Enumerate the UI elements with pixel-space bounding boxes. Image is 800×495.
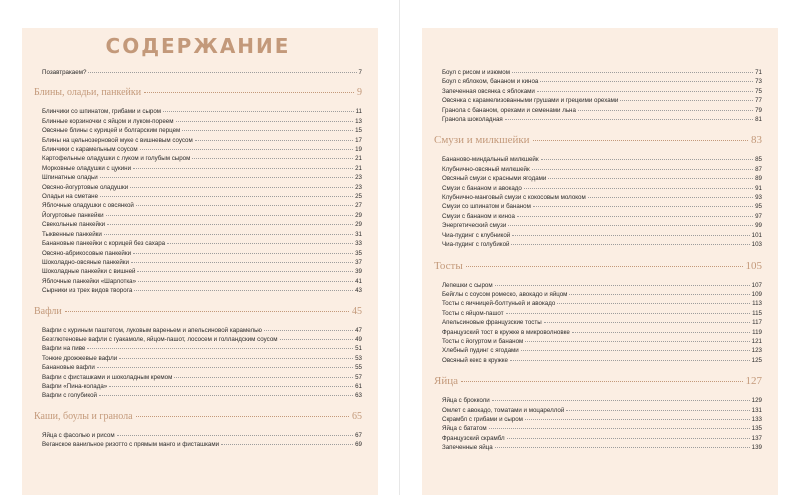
dot-leader: [133, 163, 353, 169]
dot-leader: [517, 211, 753, 217]
entry-page-number: 91: [755, 184, 762, 192]
dot-leader: [578, 105, 753, 111]
entry-title: Скрамбл с грибами и сыром: [442, 415, 523, 423]
entry-page-number: 25: [355, 193, 362, 201]
dot-leader: [109, 381, 353, 387]
dot-leader: [495, 280, 750, 286]
entry-title: Морковные оладушки с цукини: [42, 164, 132, 172]
entry-title: Яблочные оладушки с овсянкой: [42, 202, 134, 210]
dot-leader: [133, 248, 353, 254]
entry-title: Боул с рисом и изюмом: [442, 69, 510, 76]
dot-leader: [466, 260, 743, 267]
section-heading[interactable]: [434, 260, 762, 272]
entry-title: Чиа-пудинг с клубникой: [442, 231, 511, 239]
right-toc-list: [434, 68, 762, 453]
dot-leader: [97, 362, 353, 368]
section-page-number: 45: [352, 305, 362, 317]
entry-title: Тосты с яичницей-болтуньей и авокадо: [442, 300, 556, 308]
toc-entry[interactable]: [34, 440, 362, 449]
entry-page-number: 135: [751, 425, 762, 433]
entry-title: Яйца с бататом: [442, 425, 487, 433]
entry-page-number: 7: [358, 69, 362, 76]
entry-title: Овсяный кекс в кружке: [442, 356, 508, 364]
dot-leader: [104, 229, 353, 235]
dot-leader: [569, 289, 749, 295]
section-title: Каши, боулы и гранола: [34, 410, 133, 422]
entry-title: Блинчики со шпинатом, грибами и сыром: [42, 108, 162, 116]
entry-page-number: 99: [755, 222, 762, 230]
entry-title: Клубнично-овсяный милкшейк: [442, 165, 530, 173]
section-heading[interactable]: [34, 87, 362, 98]
entry-page-number: 55: [355, 364, 362, 372]
entry-title: Вафли с фисташками и шоколадным кремом: [42, 373, 173, 381]
dot-leader: [138, 276, 353, 282]
dot-leader: [65, 305, 349, 312]
entry-page-number: 73: [755, 78, 762, 86]
dot-leader: [540, 76, 753, 82]
dot-leader: [88, 67, 356, 73]
entry-page-number: 15: [355, 127, 362, 135]
section-title: Вафли: [34, 305, 62, 317]
entry-page-number: 63: [355, 392, 362, 400]
entry-page-number: 51: [355, 345, 362, 353]
entry-page-number: 43: [355, 287, 362, 295]
entry-page-number: 133: [751, 415, 762, 423]
entry-title: Шоколадно-овсяные панкейки: [42, 258, 129, 266]
dot-leader: [505, 114, 753, 120]
dot-leader: [508, 220, 753, 226]
dot-leader: [521, 345, 750, 351]
toc-entry[interactable]: [434, 443, 762, 452]
entry-page-number: 109: [751, 290, 762, 298]
dot-leader: [192, 153, 353, 159]
entry-page-number: 71: [755, 69, 762, 76]
dot-leader: [107, 219, 353, 225]
entry-page-number: 13: [355, 117, 362, 125]
entry-title: Веганское ванильное ризотто с прямым манго и фисташками: [42, 441, 220, 449]
section-page-number: 83: [751, 134, 762, 147]
entry-title: Смузи со шпинатом и бананом: [442, 203, 531, 211]
dot-leader: [140, 144, 354, 150]
entry-title: Вафли с куриным паштетом, луковым вареньем и апельсиновой карамелью: [42, 326, 262, 334]
entry-page-number: 79: [755, 106, 762, 114]
entry-page-number: 21: [355, 155, 362, 163]
section-title: Тосты: [434, 259, 463, 272]
dot-leader: [507, 433, 750, 439]
entry-page-number: 27: [355, 202, 362, 210]
dot-leader: [221, 439, 353, 445]
entry-title: Яйца с брокколи: [442, 397, 490, 405]
entry-page-number: 29: [355, 221, 362, 229]
dot-leader: [195, 135, 353, 141]
entry-title: Чиа-пудинг с голубикой: [442, 241, 510, 249]
toc-entry[interactable]: [34, 286, 362, 295]
toc-entry[interactable]: [434, 356, 762, 365]
entry-page-number: 39: [355, 268, 362, 276]
entry-title: Смузи с бананом и киноа: [442, 212, 515, 220]
entry-title: Энергетический смузи: [442, 222, 507, 230]
entry-page-number: 11: [355, 108, 362, 116]
entry-page-number: 139: [751, 444, 762, 452]
entry-page-number: 57: [355, 373, 362, 381]
entry-title: Вафли с голубикой: [42, 392, 97, 400]
entry-title: Яйца с фасолью и рисом: [42, 431, 115, 439]
entry-page-number: 67: [355, 431, 362, 439]
dot-leader: [541, 154, 754, 160]
entry-page-number: 37: [355, 258, 362, 266]
dot-leader: [134, 285, 353, 291]
section-heading[interactable]: [434, 375, 762, 387]
entry-title: Сырники из трех видов творога: [42, 287, 133, 295]
entry-page-number: 23: [355, 183, 362, 191]
entry-title: Апельсиновые французские тосты: [442, 319, 542, 327]
dot-leader: [548, 173, 753, 179]
entry-page-number: 131: [751, 406, 762, 414]
entry-page-number: 69: [355, 441, 362, 449]
section-page-number: 65: [352, 410, 362, 422]
dot-leader: [512, 230, 749, 236]
entry-title: Тосты с йогуртом и бананом: [442, 337, 524, 345]
entry-title: Блинные корзиночки с яйцом и луком-пореем: [42, 117, 174, 125]
entry-title: Овсяно-йогуртовые оладушки: [42, 183, 129, 191]
section-page-number: 105: [745, 259, 762, 272]
entry-title: Безглютеновые вафли с гуакамоле, яйцом-пашот, лососем и голландским соусом: [42, 335, 278, 343]
entry-title: Тыквенные панкейки: [42, 230, 102, 238]
toc-entry-intro[interactable]: [34, 68, 362, 77]
entry-title: Овсяно-абрикосовые панкейки: [42, 249, 132, 257]
entry-title: Бейглы с соусом ромеско, авокадо и яйцом: [442, 290, 568, 298]
entry-page-number: 129: [751, 397, 762, 405]
entry-title: Запеченная овсянка с яблоками: [442, 87, 535, 95]
entry-page-number: 23: [355, 174, 362, 182]
dot-leader: [144, 86, 354, 93]
entry-title: Овсянка с карамелизованными грушами и грецкими орехами: [442, 97, 619, 105]
entry-page-number: 117: [752, 319, 762, 327]
entry-page-number: 85: [755, 156, 762, 164]
dot-leader: [524, 183, 753, 189]
section-title: Яйца: [434, 375, 458, 388]
entry-page-number: 123: [751, 347, 762, 355]
dot-leader: [620, 95, 753, 101]
entry-title: Шоколадные панкейки с вишней: [42, 268, 136, 276]
entry-page-number: 119: [752, 328, 762, 336]
entry-page-number: 107: [751, 281, 762, 289]
entry-title: Яблочные панкейки «Шарлотка»: [42, 277, 137, 285]
entry-page-number: 53: [355, 354, 362, 362]
section-heading[interactable]: [34, 306, 362, 317]
entry-title: Омлет с авокадо, томатами и моцареллой: [442, 406, 565, 414]
entry-title: Гранола шоколадная: [442, 116, 503, 124]
entry-page-number: 17: [355, 136, 362, 144]
dot-leader: [100, 172, 353, 178]
section-page-number: 9: [357, 87, 362, 99]
entry-page-number: 93: [755, 194, 762, 202]
dot-leader: [167, 238, 353, 244]
entry-title: Банановые панкейки с корицей без сахара: [42, 240, 166, 248]
entry-page-number: 113: [752, 300, 762, 308]
entry-page-number: 31: [355, 230, 362, 238]
entry-title: Клубнично-манговый смузи с кокосовым молоком: [442, 194, 586, 202]
right-toc-panel: [422, 28, 778, 495]
section-heading[interactable]: [34, 411, 362, 422]
dot-leader: [495, 442, 750, 448]
section-heading[interactable]: [434, 134, 762, 146]
dot-leader: [87, 343, 353, 349]
dot-leader: [532, 164, 753, 170]
dot-leader: [137, 266, 353, 272]
dot-leader: [99, 390, 353, 396]
entry-page-number: 101: [751, 231, 762, 239]
entry-title: Позавтракаем?: [42, 69, 87, 76]
entry-title: Блины на цельнозерновой муке с вишневым соусом: [42, 136, 193, 144]
entry-title: Боул с яблоком, бананом и киноа: [442, 78, 539, 86]
entry-title: Французский тост в кружке в микроволновке: [442, 328, 570, 336]
dot-leader: [492, 395, 750, 401]
dot-leader: [131, 257, 353, 263]
entry-title: Гранола с бананом, орехами и семенами льна: [442, 106, 576, 114]
dot-leader: [130, 182, 353, 188]
entry-title: Овсяные блины с курицей и болгарским перцем: [42, 127, 181, 135]
dot-leader: [588, 192, 753, 198]
entry-page-number: 89: [755, 175, 762, 183]
entry-page-number: 77: [755, 97, 762, 105]
dot-leader: [119, 353, 353, 359]
entry-title: Бананово-миндальный милкшейк: [442, 156, 539, 164]
entry-page-number: 121: [751, 337, 762, 345]
entry-title: Запеченные яйца: [442, 444, 493, 452]
entry-title: Тосты с яйцом-пашот: [442, 309, 504, 317]
dot-leader: [176, 116, 354, 122]
right-page: [400, 0, 800, 495]
entry-title: Свекольные панкейки: [42, 221, 106, 229]
entry-title: Хлебный пудинг с ягодами: [442, 347, 519, 355]
entry-page-number: 81: [755, 116, 762, 124]
dot-leader: [264, 325, 353, 331]
left-toc-panel: [22, 28, 378, 495]
dot-leader: [512, 67, 753, 73]
dot-leader: [511, 239, 749, 245]
entry-page-number: 29: [355, 211, 362, 219]
dot-leader: [182, 125, 353, 131]
entry-title: Смузи с бананом и авокадо: [442, 184, 522, 192]
entry-title: Тонкие дрожжевые вафли: [42, 354, 118, 362]
toc-entry[interactable]: [434, 240, 762, 249]
dot-leader: [572, 327, 750, 333]
dot-leader: [163, 106, 354, 112]
entry-page-number: 41: [355, 277, 362, 285]
entry-title: Оладьи на сметане: [42, 193, 99, 201]
dot-leader: [136, 410, 349, 417]
entry-page-number: 87: [755, 165, 762, 173]
dot-leader: [525, 414, 750, 420]
entry-page-number: 61: [355, 382, 362, 390]
toc-entry[interactable]: [34, 391, 362, 400]
dot-leader: [280, 334, 354, 340]
dot-leader: [174, 372, 353, 378]
dot-leader: [510, 355, 750, 361]
entry-page-number: 103: [751, 241, 762, 249]
entry-title: Лепешки с сыром: [442, 281, 493, 289]
dot-leader: [533, 134, 748, 141]
entry-page-number: 125: [751, 356, 762, 364]
page-title: СОДЕРЖАНИЕ: [105, 34, 291, 58]
section-title: Блины, оладьи, панкейки: [34, 87, 142, 99]
entry-title: Шпинатные оладьи: [42, 174, 98, 182]
entry-page-number: 49: [355, 335, 362, 343]
entry-title: Картофельные оладушки с луком и голубым сыром: [42, 155, 191, 163]
entry-page-number: 115: [752, 309, 762, 317]
entry-page-number: 97: [755, 212, 762, 220]
dot-leader: [136, 200, 353, 206]
dot-leader: [100, 191, 353, 197]
dot-leader: [544, 317, 750, 323]
dot-leader: [106, 210, 353, 216]
section-title: Смузи и милкшейки: [434, 134, 530, 147]
entry-page-number: 137: [751, 434, 762, 442]
dot-leader: [117, 430, 354, 436]
entry-title: Французский скрамбл: [442, 434, 505, 442]
entry-page-number: 47: [355, 326, 362, 334]
entry-page-number: 33: [355, 240, 362, 248]
dot-leader: [489, 423, 750, 429]
dot-leader: [566, 405, 749, 411]
dot-leader: [525, 336, 749, 342]
entry-title: Йогуртовые панкейки: [42, 211, 104, 219]
entry-page-number: 35: [355, 249, 362, 257]
entry-page-number: 19: [355, 146, 362, 154]
entry-page-number: 75: [755, 87, 762, 95]
entry-title: Блинчики с карамельным соусом: [42, 146, 138, 154]
dot-leader: [461, 375, 743, 382]
entry-title: Вафли на пиве: [42, 345, 86, 353]
left-toc-list: [34, 68, 362, 450]
entry-page-number: 21: [355, 164, 362, 172]
entry-title: Овсяный смузи с красными ягодами: [442, 175, 547, 183]
entry-title: Банановые вафли: [42, 364, 95, 372]
dot-leader: [506, 308, 751, 314]
toc-entry[interactable]: [434, 115, 762, 124]
dot-leader: [557, 298, 750, 304]
section-page-number: 127: [745, 375, 762, 388]
dot-leader: [537, 86, 753, 92]
entry-title: Вафли «Пина-колада»: [42, 382, 108, 390]
dot-leader: [533, 201, 753, 207]
entry-page-number: 95: [755, 203, 762, 211]
